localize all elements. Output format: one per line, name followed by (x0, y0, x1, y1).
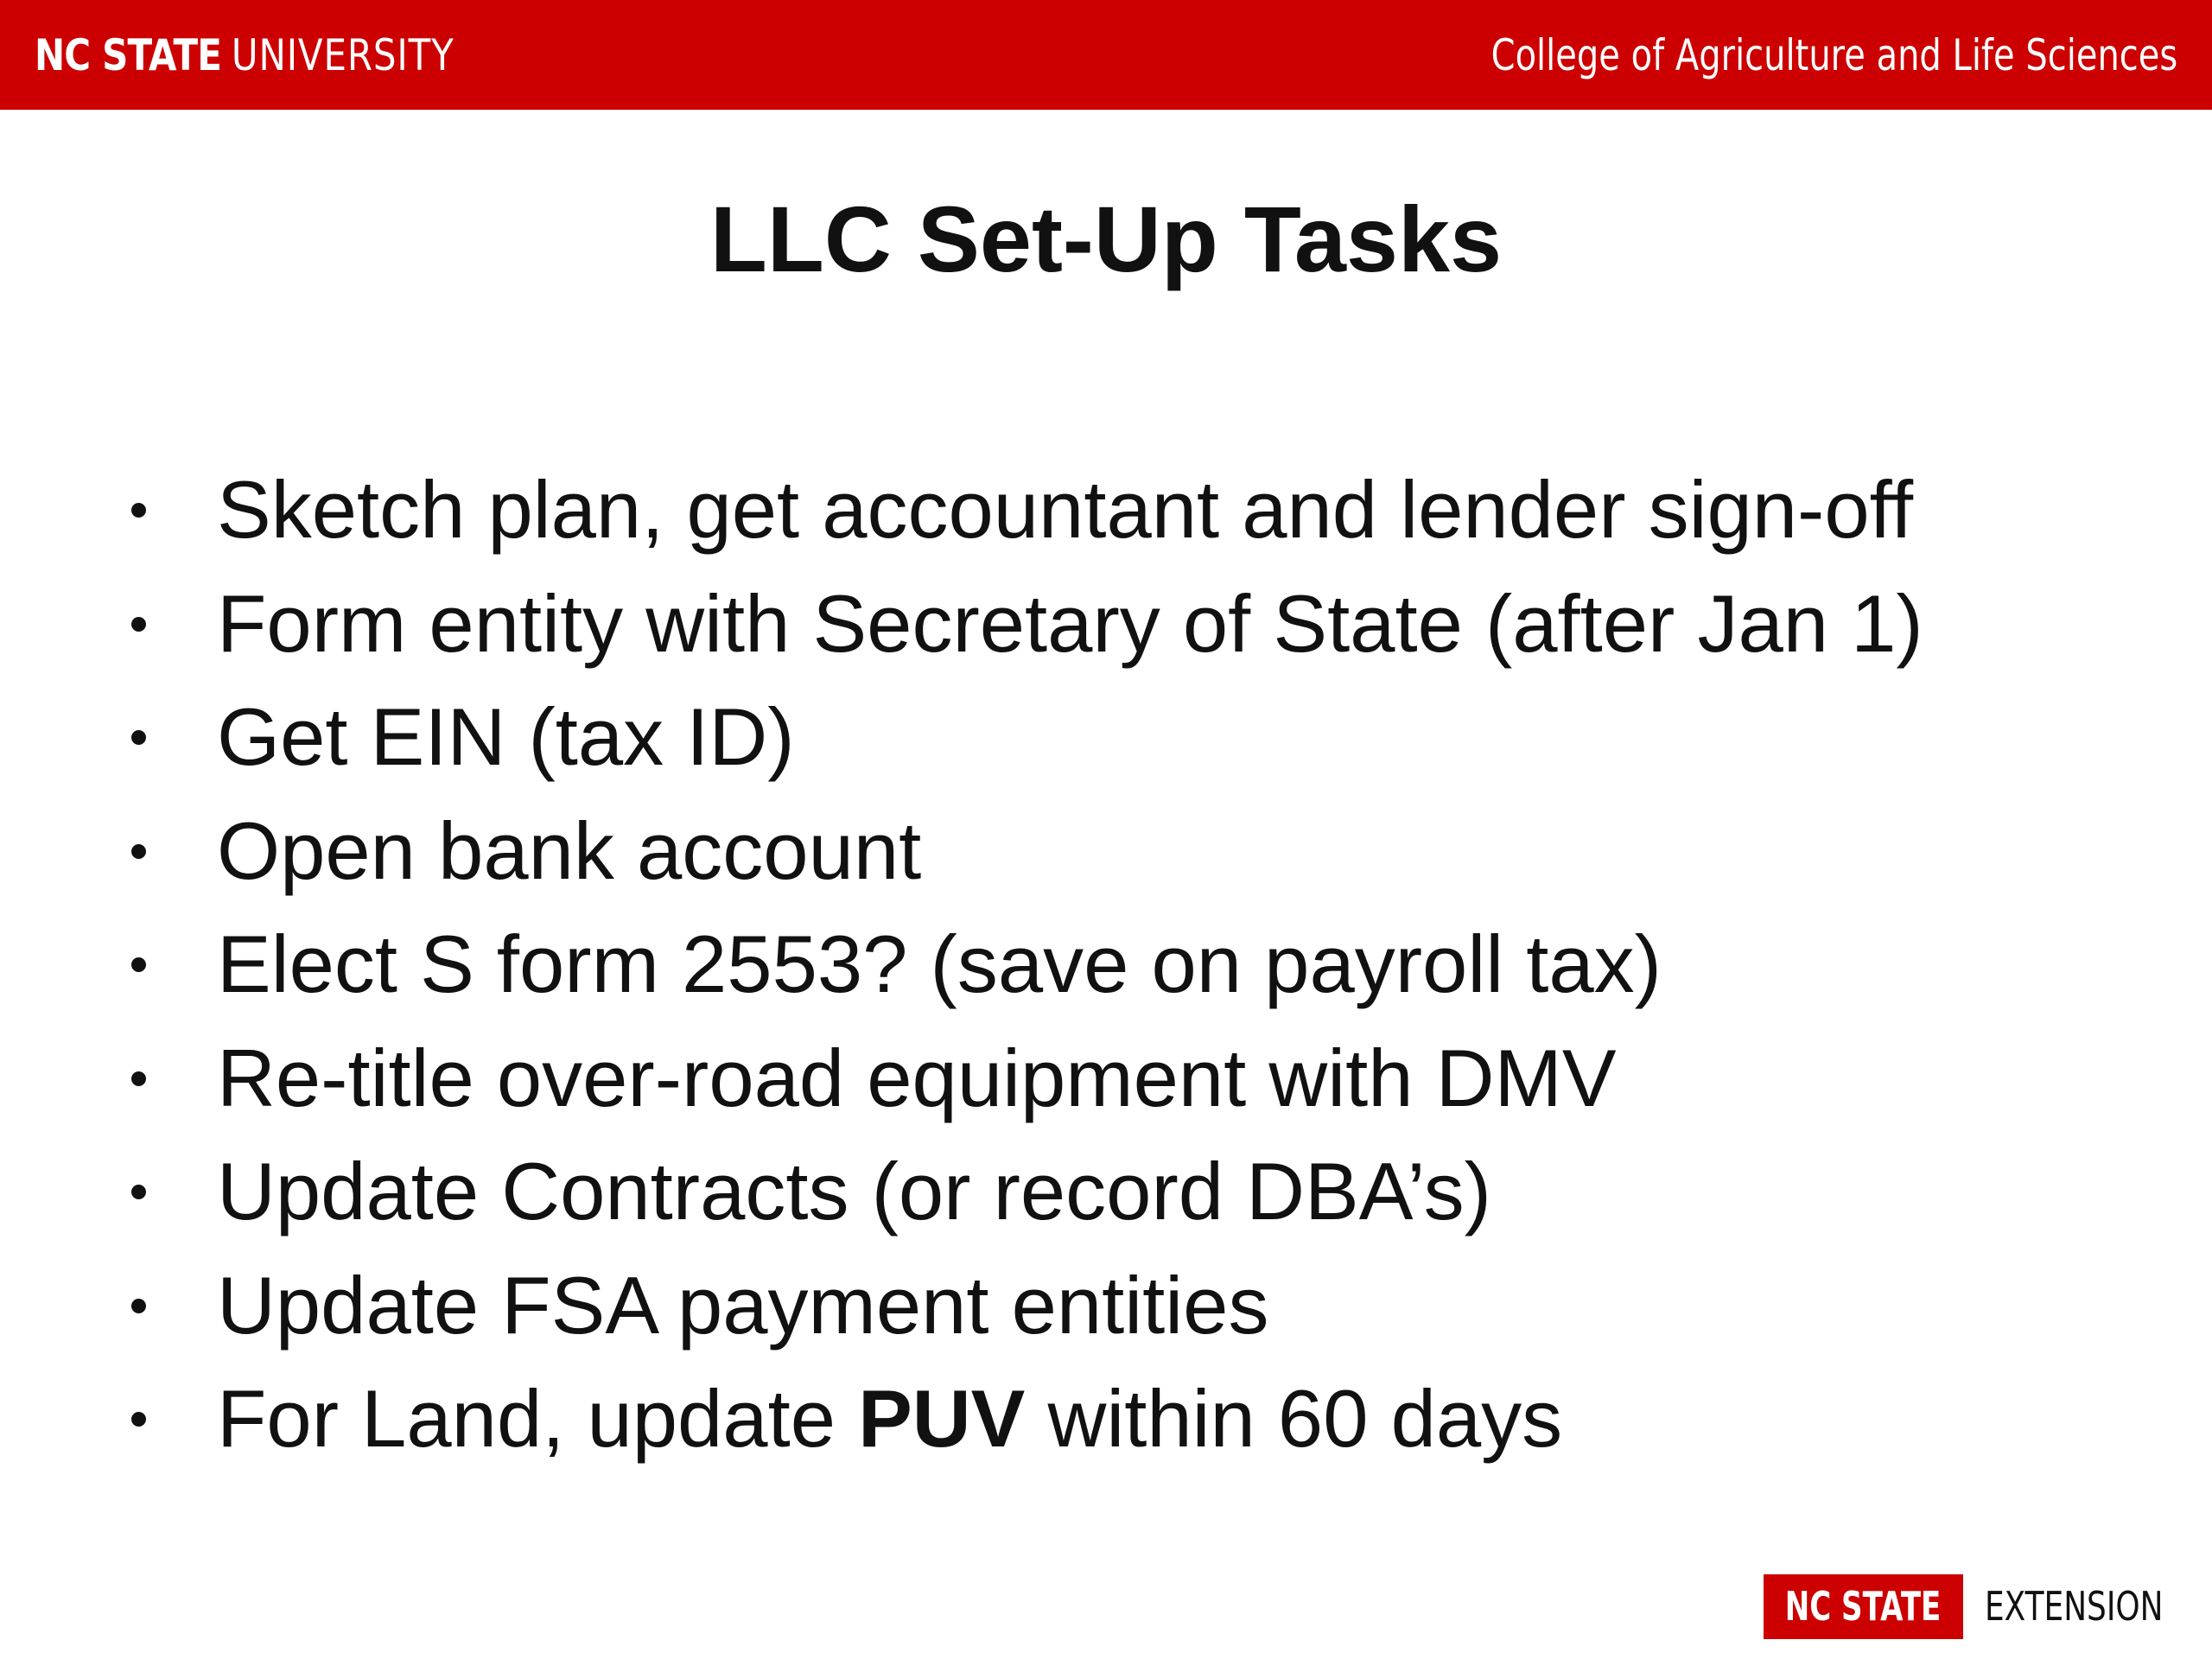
bullet-item (0, 453, 2212, 567)
university-logo (35, 29, 454, 81)
bullet-list (0, 453, 2212, 1476)
bullet-text: Open bank account (217, 804, 922, 896)
bullet-text: Re-title over-road equipment with DMV (217, 1032, 1617, 1123)
bullet-item (0, 1249, 2212, 1363)
bullet-dot-icon (131, 1412, 146, 1427)
slide-title: LLC Set-Up Tasks (709, 187, 1503, 291)
bullet-text: Elect S form 2553? (save on payroll tax) (217, 918, 1662, 1009)
bullet-text-after: within 60 days (1025, 1373, 1563, 1464)
bullet-item (0, 680, 2212, 794)
nc-state-badge (1764, 1574, 1963, 1639)
bullet-dot-icon (131, 957, 146, 972)
bullet-item (0, 1021, 2212, 1135)
bullet-item (0, 1362, 2212, 1476)
header-bar (0, 0, 2212, 110)
college-name: College of Agriculture and Life Sciences (1491, 30, 2177, 80)
bullet-dot-icon (131, 503, 146, 518)
bullet-text: Update Contracts (or record DBA’s) (217, 1146, 1491, 1236)
brand-nc-state: NC STATE (35, 30, 222, 80)
bullet-item (0, 1135, 2212, 1249)
bullet-dot-icon (131, 730, 146, 745)
bullet-text-puv (217, 1362, 1562, 1476)
bullet-text-bold-puv: PUV (858, 1373, 1026, 1464)
bullet-dot-icon (131, 1299, 146, 1313)
bullet-item (0, 567, 2212, 681)
brand-university: UNIVERSITY (231, 30, 454, 80)
bullet-text-before: For Land, update (217, 1373, 859, 1464)
nc-state-badge-text: NC STATE (1785, 1583, 1942, 1630)
bullet-dot-icon (131, 1185, 146, 1199)
bullet-text: Sketch plan, get accountant and lender sign-off (217, 464, 1914, 555)
bullet-text: Update FSA payment entities (217, 1259, 1269, 1351)
extension-label: EXTENSION (1985, 1583, 2164, 1630)
bullet-item (0, 794, 2212, 908)
bullet-item (0, 907, 2212, 1021)
bullet-text: Get EIN (tax ID) (217, 691, 795, 782)
bullet-dot-icon (131, 844, 146, 859)
bullet-text: Form entity with Secretary of State (after Jan 1) (217, 577, 1923, 669)
bullet-dot-icon (131, 617, 146, 632)
bullet-dot-icon (131, 1071, 146, 1086)
